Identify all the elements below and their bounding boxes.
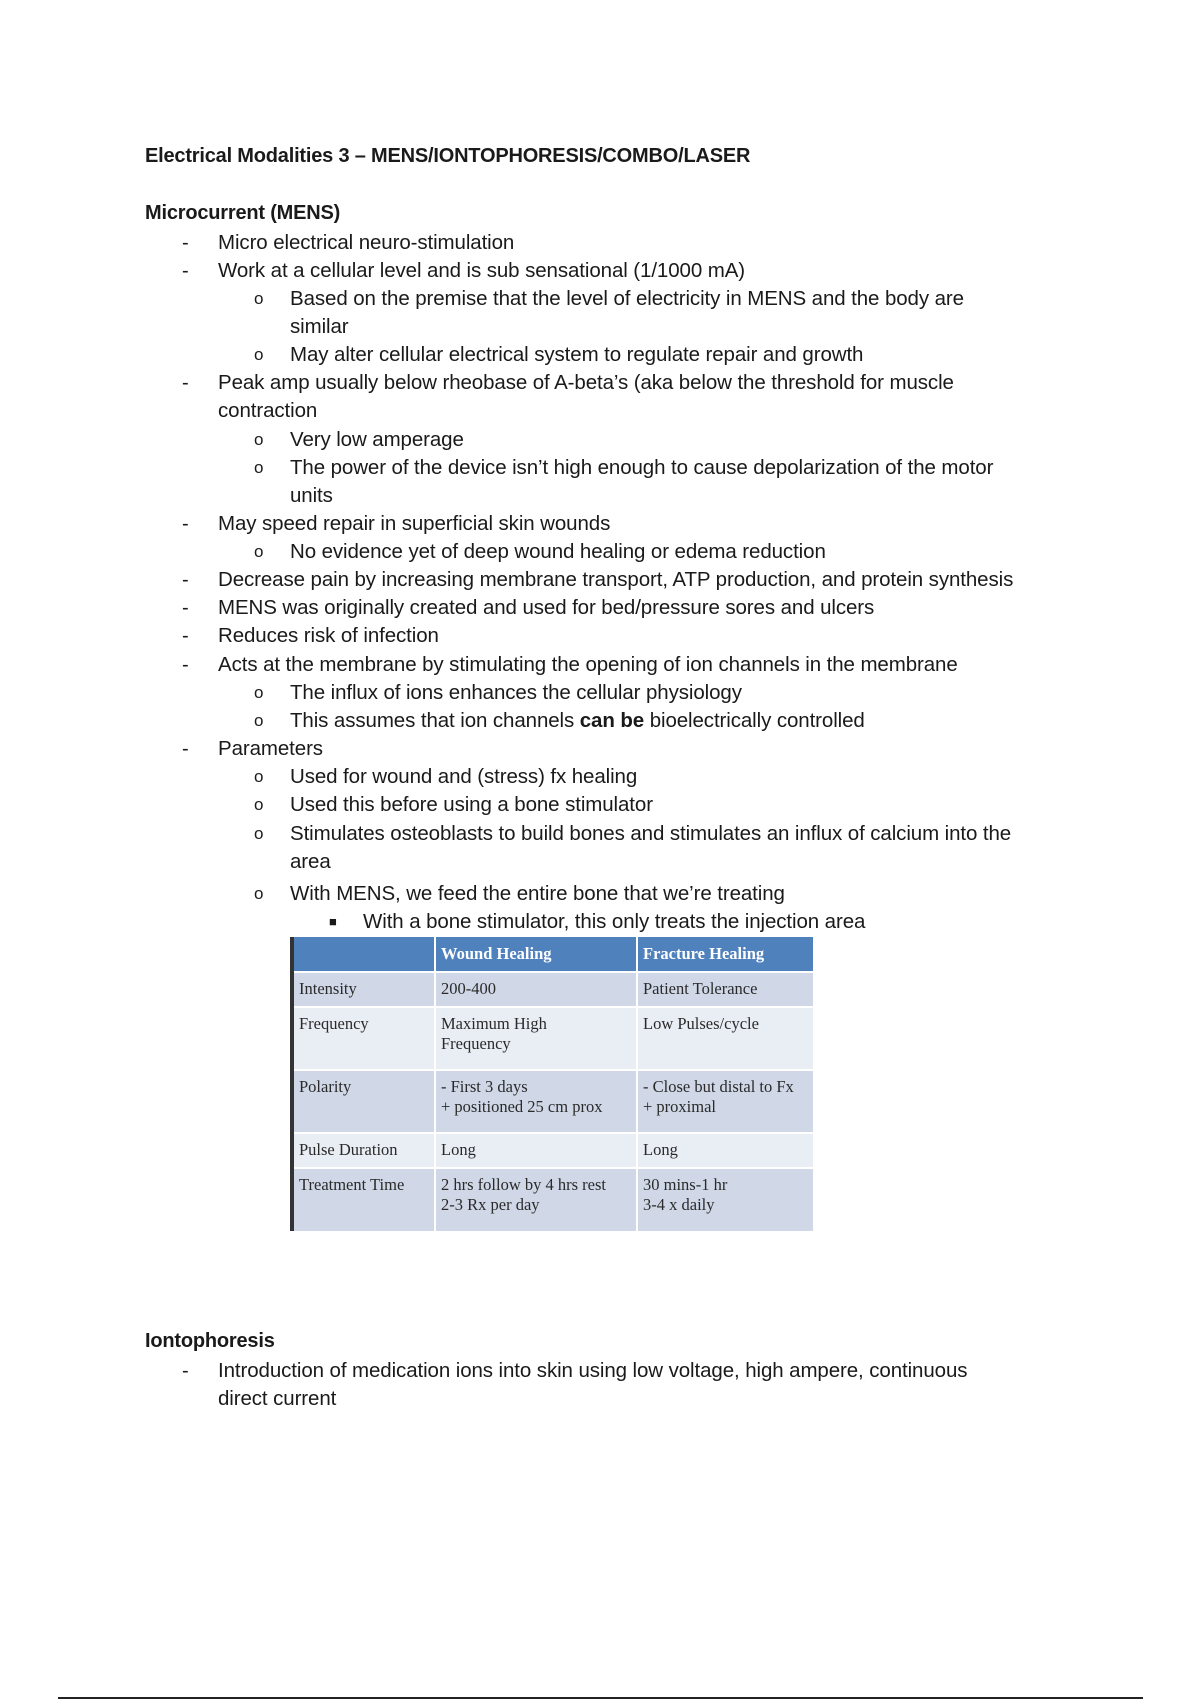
list-item: Work at a cellular level and is sub sensational (1/1000 mA) [218, 259, 745, 282]
bullet-dash: - [182, 597, 189, 619]
cell-text: Low Pulses/cycle [643, 1014, 759, 1033]
list-item: Acts at the membrane by stimulating the opening of ion channels in the membrane [218, 653, 958, 676]
bullet-circle: o [254, 345, 264, 364]
table-cell [435, 972, 637, 1007]
bullet-circle: o [254, 767, 264, 786]
list-item: Stimulates osteoblasts to build bones and stimulates an influx of calcium into the [290, 822, 1012, 845]
bullet-circle: o [254, 289, 264, 308]
list-item-continuation: direct current [218, 1387, 337, 1410]
text-run: bioelectrically controlled [644, 709, 865, 732]
row-label: Frequency [292, 1007, 435, 1070]
table-header-cell: Wound Healing [435, 937, 637, 972]
list-item: Very low amperage [290, 428, 464, 451]
list-item: With a bone stimulator, this only treats the injection area [363, 910, 866, 933]
table-header-row [292, 937, 814, 972]
list-item: MENS was originally created and used for bed/pressure sores and ulcers [218, 596, 875, 619]
bullet-dash: - [182, 513, 189, 535]
row-label: Treatment Time [292, 1168, 435, 1231]
bullet-dash: - [182, 654, 189, 676]
list-item: Decrease pain by increasing membrane transport, ATP production, and protein synthesis [218, 568, 1014, 591]
text-run: This assumes that ion channels [290, 709, 580, 732]
document-title: Electrical Modalities 3 – MENS/IONTOPHORESIS/COMBO/LASER [145, 145, 751, 167]
section-heading-mens: Microcurrent (MENS) [145, 202, 341, 224]
list-item: Peak amp usually below rheobase of A-beta’s (aka below the threshold for muscle [218, 371, 954, 394]
bullet-circle: o [254, 542, 264, 561]
bullet-circle: o [254, 884, 264, 903]
table-row [292, 1168, 814, 1231]
bullet-circle: o [254, 458, 264, 477]
list-item: May speed repair in superficial skin wounds [218, 512, 611, 535]
cell-text: - First 3 days [441, 1077, 528, 1096]
list-item: No evidence yet of deep wound healing or edema reduction [290, 540, 826, 563]
parameters-table [290, 937, 815, 1231]
table-cell [637, 1168, 814, 1231]
bullet-circle: o [254, 711, 264, 730]
table-cell [435, 1007, 637, 1070]
cell-text: Long [643, 1140, 678, 1159]
row-label: Pulse Duration [292, 1133, 435, 1168]
bullet-dash: - [182, 372, 189, 394]
cell-text: Patient Tolerance [643, 979, 758, 998]
list-item: May alter cellular electrical system to regulate repair and growth [290, 343, 864, 366]
list-item: The influx of ions enhances the cellular physiology [290, 681, 742, 704]
table-cell [637, 1007, 814, 1070]
table-header-cell [292, 937, 435, 972]
cell-text: Maximum High [441, 1014, 547, 1033]
cell-text: - Close but distal to Fx [643, 1077, 794, 1096]
list-item: Based on the premise that the level of electricity in MENS and the body are [290, 287, 964, 310]
bullet-circle: o [254, 795, 264, 814]
bullet-dash: - [182, 232, 189, 254]
list-item: Reduces risk of infection [218, 624, 439, 647]
bullet-square: ■ [329, 914, 337, 929]
row-label: Intensity [292, 972, 435, 1007]
table-cell [637, 1070, 814, 1133]
list-item: Used for wound and (stress) fx healing [290, 765, 638, 788]
footer-divider [58, 1697, 1143, 1699]
list-item: Used this before using a bone stimulator [290, 793, 653, 816]
cell-text: 2-3 Rx per day [441, 1195, 540, 1214]
cell-text: Frequency [441, 1034, 511, 1053]
table-row [292, 972, 814, 1007]
cell-text: 2 hrs follow by 4 hrs rest [441, 1175, 606, 1194]
list-item: Micro electrical neuro-stimulation [218, 231, 515, 254]
cell-text: 30 mins-1 hr [643, 1175, 728, 1194]
table-cell [637, 1133, 814, 1168]
table-cell [435, 1133, 637, 1168]
row-label: Polarity [292, 1070, 435, 1133]
bold-text-run: can be [579, 709, 645, 732]
list-item-continuation: area [290, 850, 331, 873]
list-item: Parameters [218, 737, 323, 760]
bullet-dash: - [182, 260, 189, 282]
list-item: With MENS, we feed the entire bone that we’re treating [290, 882, 785, 905]
bullet-dash: - [182, 1360, 189, 1382]
table-row [292, 1133, 814, 1168]
list-item-continuation: contraction [218, 399, 318, 422]
bullet-circle: o [254, 430, 264, 449]
table-cell [435, 1070, 637, 1133]
cell-text: + positioned 25 cm prox [441, 1097, 603, 1116]
list-item-continuation: similar [290, 315, 349, 338]
cell-text: 200-400 [441, 979, 496, 998]
bullet-dash: - [182, 569, 189, 591]
bullet-circle: o [254, 824, 264, 843]
list-item: The power of the device isn’t high enough to cause depolarization of the motor [290, 456, 994, 479]
list-item [290, 707, 865, 735]
section-heading-iontophoresis: Iontophoresis [145, 1330, 275, 1352]
table-cell [435, 1168, 637, 1231]
cell-text: 3-4 x daily [643, 1195, 715, 1214]
table-cell [637, 972, 814, 1007]
table-row [292, 1007, 814, 1070]
cell-text: + proximal [643, 1097, 717, 1116]
cell-text: Long [441, 1140, 476, 1159]
table-header-cell: Fracture Healing [637, 937, 814, 972]
bullet-dash: - [182, 625, 189, 647]
list-item-continuation: units [290, 484, 333, 507]
table-row [292, 1070, 814, 1133]
bullet-dash: - [182, 738, 189, 760]
bullet-circle: o [254, 683, 264, 702]
list-item: Introduction of medication ions into skin using low voltage, high ampere, continuous [218, 1359, 968, 1382]
